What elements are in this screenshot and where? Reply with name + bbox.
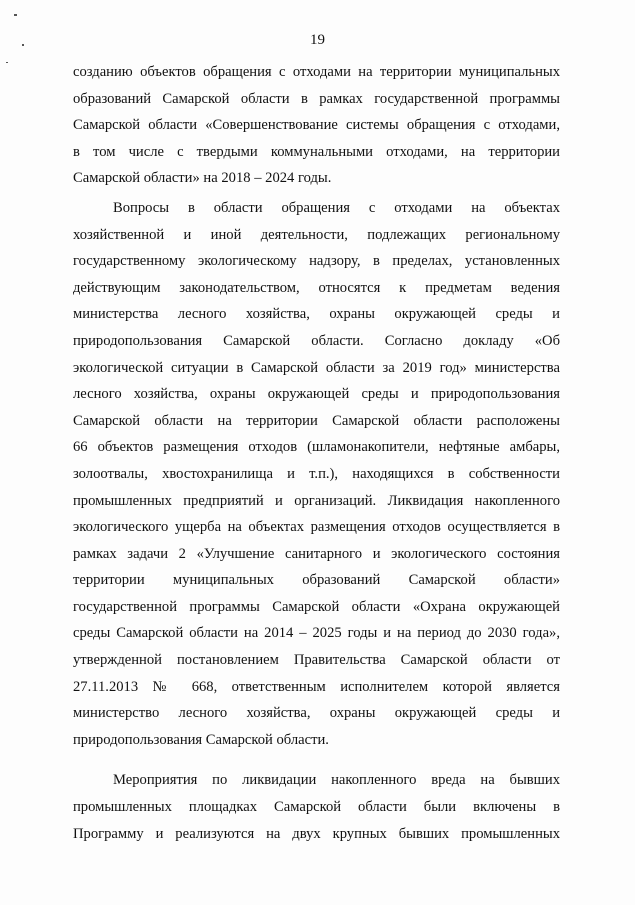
text-line: государственной программы Самарской области «Охрана окружающей [73, 598, 560, 615]
text-line: природопользования Самарской области. [73, 731, 329, 748]
text-line: утвержденной постановлением Правительства Самарской области от [73, 652, 560, 669]
text-line: 27.11.2013 № 668, ответственным исполнителем которой является [73, 678, 560, 695]
text-line: промышленных предприятий и организаций. Ликвидация накопленного [73, 492, 560, 509]
text-line: природопользования Самарской области. Согласно докладу «Об [73, 332, 560, 349]
text-line: экологического ущерба на объектах размещения отходов осуществляется в [73, 519, 560, 536]
text-line: рамках задачи 2 «Улучшение санитарного и экологического состояния [73, 545, 560, 562]
paragraph-2 [73, 199, 560, 757]
text-line: среды Самарской области на 2014 – 2025 годы и на период до 2030 года», [73, 625, 560, 642]
page-number: 19 [310, 32, 325, 48]
text-line: лесного хозяйства, охраны окружающей среды и природопользования [73, 386, 560, 403]
text-line: действующим законодательством, относятся к предметам ведения [73, 279, 560, 296]
paragraph-1 [73, 63, 560, 196]
text-line: министерство лесного хозяйства, охраны окружающей среды и [73, 705, 560, 722]
text-line: Вопросы в области обращения с отходами на объектах [113, 199, 560, 216]
text-line: Самарской области «Совершенствование системы обращения с отходами, [73, 117, 560, 134]
scan-artifact [14, 14, 17, 16]
scan-artifact [6, 62, 8, 63]
text-line: Самарской области на территории Самарской области расположены [73, 412, 560, 429]
text-line: золоотвалы, хвостохранилища и т.п.), находящихся в собственности [73, 465, 560, 482]
text-line: экологической ситуации в Самарской области за 2019 год» министерства [73, 359, 560, 376]
text-line: промышленных площадках Самарской области были включены в [73, 799, 560, 816]
text-line: созданию объектов обращения с отходами на территории муниципальных [73, 64, 560, 80]
document-body [73, 63, 560, 851]
text-line: Программу и реализуются на двух крупных бывших промышленных [73, 825, 560, 842]
text-line: хозяйственной и иной деятельности, подлежащих региональному [73, 226, 560, 243]
text-line: 66 объектов размещения отходов (шламонакопители, нефтяные амбары, [73, 439, 560, 456]
text-line: Самарской области» на 2018 – 2024 годы. [73, 170, 332, 187]
text-line: образований Самарской области в рамках государственной программы [73, 90, 560, 107]
text-line: в том числе с твердыми коммунальными отходами, на территории [73, 143, 560, 160]
text-line: Мероприятия по ликвидации накопленного вреда на бывших [113, 772, 560, 789]
text-line: государственному экологическому надзору, в пределах, установленных [73, 253, 560, 270]
text-line: министерства лесного хозяйства, охраны окружающей среды и [73, 306, 560, 323]
text-line: территории муниципальных образований Самарской области» [73, 572, 560, 589]
paragraph-3 [73, 771, 560, 851]
